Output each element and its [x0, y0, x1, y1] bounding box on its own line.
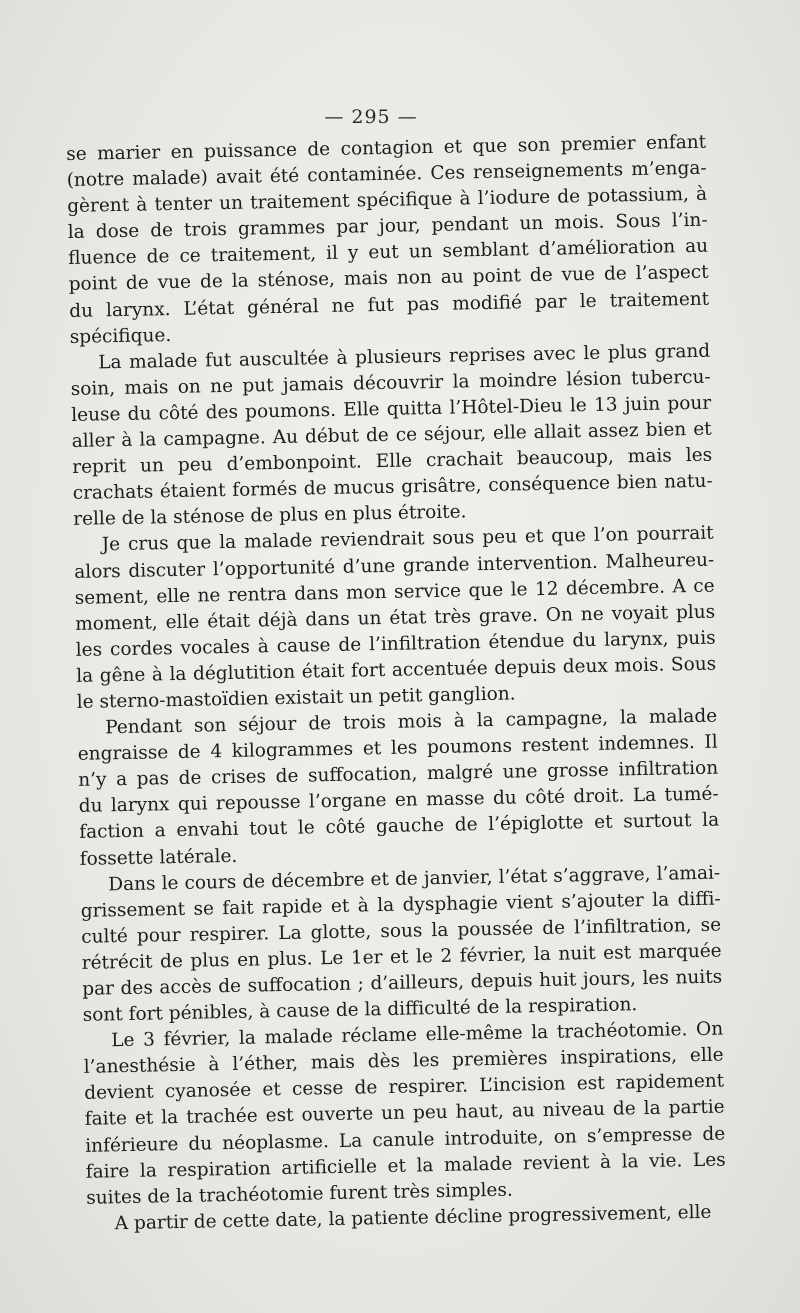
paragraph [77, 704, 720, 873]
paragraph [70, 338, 713, 533]
text-line: crachats étaient formés de mucus grisâtre, conséquence bien natu- [72, 470, 713, 505]
paragraph [74, 521, 717, 716]
text-line: spécifique. [69, 324, 172, 348]
paragraph [80, 860, 723, 1029]
text-line: les cordes vocales à cause de l’infiltration étendue du larynx, puis [75, 627, 716, 661]
text-line: fossette latérale. [79, 845, 238, 870]
text-line: culté pour respirer. La glotte, sous la poussée de l’infiltration, se [81, 914, 722, 948]
text-line: soin, mais on ne put jamais découvrir la moindre lésion tubercu- [70, 366, 711, 400]
text-line: La malade fut auscultée à plusieurs reprises avec le plus grand [98, 340, 711, 374]
text-line: (notre malade) avait été contaminée. Ces renseignements m’enga- [66, 157, 707, 192]
text-line: alors discuter l’opportunité d’une grande intervention. Malheureu- [74, 549, 715, 583]
text-line: gèrent à tenter un traitement spécifique à l’iodure de potassium, à [67, 183, 708, 218]
text-line: sont fort pénibles, à cause de la difficulté de la respiration. [82, 994, 638, 1026]
text-line: faction a envahi tout le côté gauche de l’épiglotte et surtout la [79, 810, 720, 844]
text-line: relle de la sténose de plus en plus étroite. [73, 501, 467, 531]
text-line: point de vue de la sténose, mais non au point de vue de l’aspect [68, 262, 709, 296]
text-line: Je crus que la malade reviendrait sous peu et que l’on pourrait [101, 523, 714, 556]
paragraph [83, 1017, 726, 1212]
text-line: Pendant son séjour de trois mois à la campagne, la malade [105, 705, 718, 739]
text-line: reprit un peu d’embonpoint. Elle crachait beaucoup, mais les [72, 444, 713, 479]
text-line: la dose de trois grammes par jour, pendant un mois. Sous l’in- [67, 209, 708, 244]
text-line: Le 3 février, la malade réclame elle-même la trachéotomie. On [111, 1018, 724, 1052]
text-line: l’anesthésie à l’éther, mais dès les premières inspirations, elle [83, 1044, 724, 1079]
text-line: le sterno-mastoïdien existait un petit ganglion. [76, 683, 516, 713]
text-line: rétrécit de plus en plus. Le 1er et le 2 février, la nuit est marquée [81, 940, 722, 974]
text-line: n’y a pas de crises de suffocation, malgré une grosse infiltration [78, 757, 719, 792]
body-text [66, 130, 727, 1238]
text-line: la gêne à la déglutition était fort accentuée depuis deux mois. Sous [76, 653, 717, 687]
text-line: sement, elle ne rentra dans mon service que le 12 décembre. A ce [74, 575, 715, 609]
text-line: leuse du côté des poumons. Elle quitta l’Hôtel-Dieu le 13 juin pour [71, 392, 712, 426]
text-line: se marier en puissance de contagion et que son premier enfant [66, 131, 707, 165]
text-line: suites de la trachéotomie furent très simples. [86, 1179, 513, 1209]
text-line: A partir de cette date, la patiente décline progressivement, elle [114, 1201, 712, 1235]
text-line: du larynx. L’état général ne fut pas modifié par le traitement [69, 288, 710, 322]
text-line: faire la respiration artificielle et la malade revient à la vie. Les [85, 1149, 726, 1183]
text-line: inférieure du néoplasme. La canule introduite, on s’empresse de [85, 1123, 726, 1157]
text-line: devient cyanosée et cesse de respirer. L’incision est rapidement [84, 1070, 725, 1105]
text-line: Dans le cours de décembre et de janvier, l’état s’aggrave, l’amai- [108, 862, 721, 895]
page-number: — 295 — [324, 106, 418, 128]
text-line: moment, elle était déjà dans un état très grave. On ne voyait plus [75, 601, 716, 635]
paragraph [66, 130, 710, 351]
text-line: aller à la campagne. Au début de ce séjour, elle allait assez bien et [71, 418, 712, 452]
text-line: grissement se fait rapide et à la dysphagie vient s’ajouter la diffi- [80, 888, 721, 922]
text-line: faite et la trachée est ouverte un peu haut, au niveau de la partie [84, 1097, 725, 1131]
text-line: engraisse de 4 kilogrammes et les poumons restent indemnes. Il [77, 731, 718, 766]
text-line: du larynx qui repousse l’organe en masse du côté droit. La tumé- [78, 783, 719, 818]
text-line: fluence de ce traitement, il y eut un semblant d’amélioration au [68, 236, 709, 270]
text-line: par des accès de suffocation ; d’ailleurs, depuis huit jours, les nuits [82, 966, 723, 1000]
